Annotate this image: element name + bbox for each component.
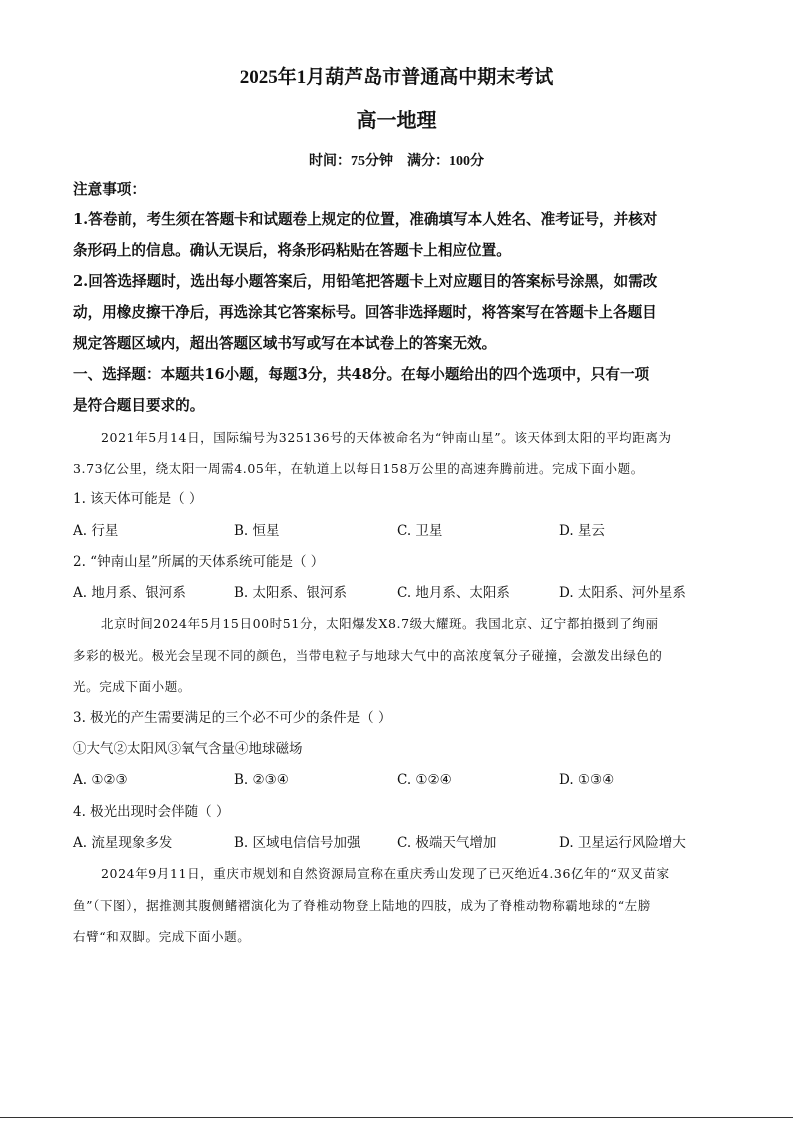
question-3-option-c: C. ①②④ (397, 772, 452, 788)
question-4-option-d: D. 卫星运行风险增大 (559, 835, 686, 851)
question-3-conditions: ①大气②太阳风③氧气含量④地球磁场 (73, 741, 303, 757)
question-2-option-c: C. 地月系、太阳系 (397, 585, 510, 601)
passage-2-line-1: 北京时间2024年5月15日00时51分，太阳爆发X8.7级大耀斑。我国北京、辽宁都拍摄到了绚丽 (101, 616, 659, 631)
passage-1-line-2: 3.73亿公里，绕太阳一周需4.05年，在轨道上以每日158万公里的高速奔腾前进。完成下面小题。 (73, 461, 644, 476)
question-4-option-c: C. 极端天气增加 (397, 835, 497, 851)
question-1-option-d: D. 星云 (559, 523, 605, 539)
exam-title: 2025年1月葫芦岛市普通高中期末考试 (239, 67, 554, 88)
question-1-stem: 1. 该天体可能是（ ） (73, 491, 203, 507)
passage-3-line-3: 右臂“和双脚。完成下面小题。 (73, 929, 251, 944)
question-4-option-a: A. 流星现象多发 (73, 835, 173, 851)
question-1-option-a: A. 行星 (73, 523, 119, 539)
time-score-line: 时间：75分钟 满分：100分 (309, 154, 484, 169)
question-1-option-c: C. 卫星 (397, 523, 443, 539)
question-4-option-b: B. 区域电信信号加强 (234, 835, 361, 851)
question-3-option-b: B. ②③④ (234, 772, 289, 788)
page-bottom-rule (0, 1117, 793, 1118)
question-3-stem: 3. 极光的产生需要满足的三个必不可少的条件是（ ） (73, 710, 392, 726)
note-2-line-2: 动，用橡皮擦干净后，再选涂其它答案标号。回答非选择题时，将答案写在答题卡上各题目 (73, 304, 657, 321)
passage-3-line-2: 鱼”（下图），据推测其腹侧鳍褶演化为了脊椎动物登上陆地的四肢，成为了脊椎动物称霸地球的“左膀 (73, 898, 651, 913)
passage-2-line-3: 光。完成下面小题。 (73, 679, 191, 694)
notes-heading: 注意事项： (73, 181, 146, 198)
passage-3-line-1: 2024年9月11日，重庆市规划和自然资源局宣称在重庆秀山发现了已灭绝近4.36亿年的“双叉苗家 (101, 866, 670, 881)
question-2-option-b: B. 太阳系、银河系 (234, 585, 348, 601)
question-4-stem: 4. 极光出现时会伴随（ ） (73, 804, 230, 820)
note-2-line-1: 2.回答选择题时，选出每小题答案后，用铅笔把答题卡上对应题目的答案标号涂黑，如需改 (73, 273, 658, 290)
question-2-option-a: A. 地月系、银河系 (73, 585, 186, 601)
question-2-stem: 2. “钟南山星”所属的天体系统可能是（ ） (73, 554, 325, 570)
question-3-option-a: A. ①②③ (73, 772, 128, 788)
passage-2-line-2: 多彩的极光。极光会呈现不同的颜色，当带电粒子与地球大气中的高浓度氧分子碰撞，会激发出绿色的 (73, 648, 663, 663)
note-1-line-2: 条形码上的信息。确认无误后，将条形码粘贴在答题卡上相应位置。 (73, 242, 511, 259)
subject-title: 高一地理 (356, 110, 437, 132)
note-1-line-1: 1.答卷前，考生须在答题卡和试题卷上规定的位置，准确填写本人姓名、准考证号，并核对 (73, 211, 658, 228)
note-2-line-3: 规定答题区域内，超出答题区域书写或写在本试卷上的答案无效。 (73, 335, 497, 352)
question-2-option-d: D. 太阳系、河外星系 (559, 585, 686, 601)
section-1-heading-line-2: 是符合题目要求的。 (73, 397, 205, 414)
section-1-heading-line-1: 一、选择题：本题共16小题，每题3分，共48分。在每小题给出的四个选项中，只有一项 (73, 366, 650, 383)
question-3-option-d: D. ①③④ (559, 772, 615, 788)
question-1-option-b: B. 恒星 (234, 523, 280, 539)
passage-1-line-1: 2021年5月14日，国际编号为325136号的天体被命名为“钟南山星”。该天体到太阳的平均距离为 (101, 430, 672, 445)
